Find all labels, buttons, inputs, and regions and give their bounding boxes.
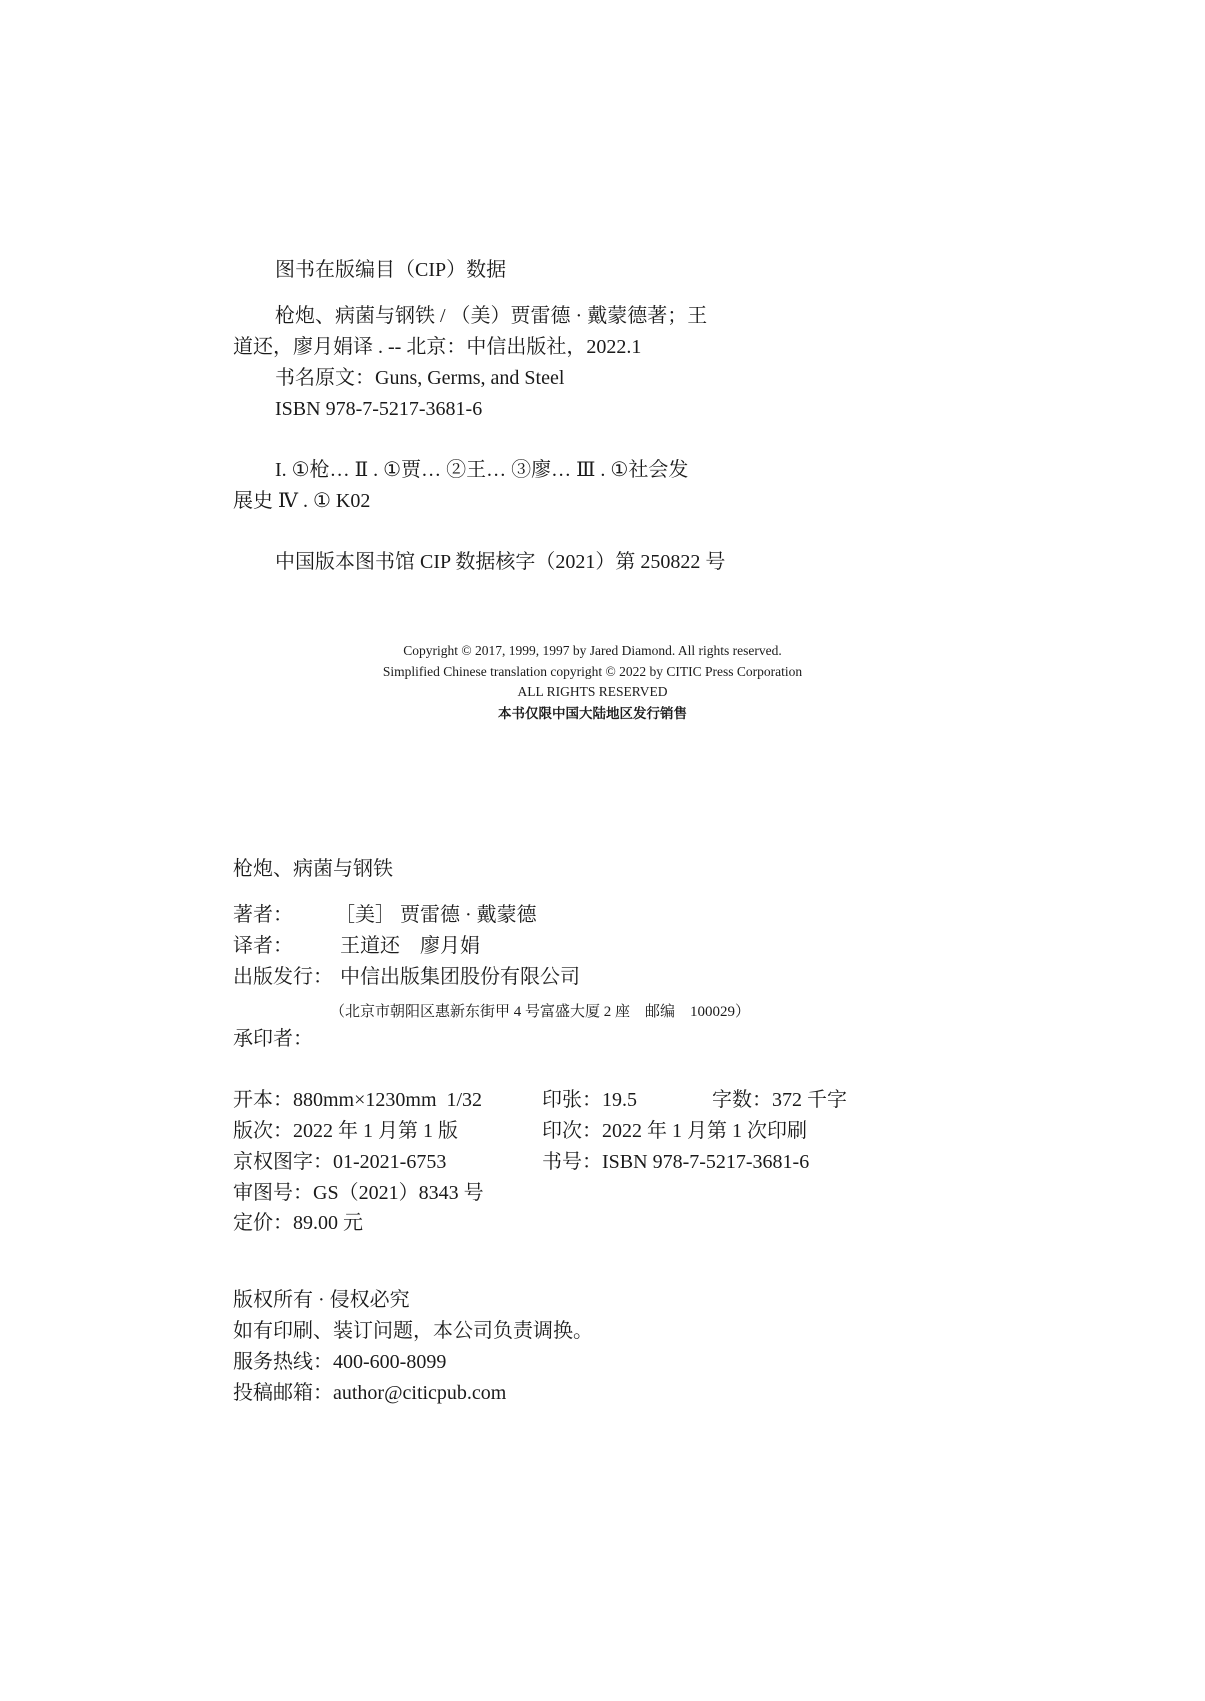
edition: 版次：2022 年 1 月第 1 版 — [233, 1120, 458, 1142]
translator-label: 译者： — [233, 935, 293, 957]
map-review-number: 审图号：GS（2021）8343 号 — [233, 1182, 484, 1204]
sheets: 印张：19.5 — [542, 1089, 637, 1111]
author-value: ［美］ 贾雷德 · 戴蒙德 — [335, 904, 537, 926]
cip-line: 枪炮、病菌与钢铁 / （美）贾雷德 · 戴蒙德著；王 — [275, 305, 708, 327]
publisher-address: （北京市朝阳区惠新东街甲 4 号富盛大厦 2 座 邮编 100029） — [330, 1004, 751, 1020]
book-number: 书号：ISBN 978-7-5217-3681-6 — [542, 1151, 810, 1173]
publisher-label: 出版发行： — [233, 966, 333, 988]
translator-value: 王道还 廖月娟 — [340, 935, 480, 957]
copyright-line: Simplified Chinese translation copyright © 2022 by CITIC Press Corporation — [382, 664, 803, 679]
format: 开本：880mm×1230mm 1/32 — [233, 1089, 483, 1111]
cip-line: 书名原文：Guns, Germs, and Steel — [275, 367, 565, 389]
book-title: 枪炮、病菌与钢铁 — [233, 858, 393, 880]
rights-notice: 版权所有 · 侵权必究 — [233, 1289, 410, 1311]
copyright-line: Copyright © 2017, 1999, 1997 by Jared Diamond. All rights reserved. — [403, 643, 782, 658]
cip-classification: 展史 Ⅳ . ① K02 — [233, 490, 371, 512]
license-number: 京权图字：01-2021-6753 — [233, 1151, 447, 1173]
printing: 印次：2022 年 1 月第 1 次印刷 — [542, 1120, 807, 1142]
author-label: 著者： — [233, 904, 293, 926]
word-count: 字数：372 千字 — [712, 1089, 847, 1111]
exchange-notice: 如有印刷、装订问题，本公司负责调换。 — [233, 1320, 593, 1342]
publisher-value: 中信出版集团股份有限公司 — [340, 966, 580, 988]
cip-isbn: ISBN 978-7-5217-3681-6 — [275, 398, 483, 420]
cip-line: 道还，廖月娟译 . -- 北京：中信出版社，2022.1 — [233, 336, 642, 358]
service-hotline: 服务热线：400-600-8099 — [233, 1351, 447, 1373]
submission-email: 投稿邮箱：author@citicpub.com — [233, 1382, 507, 1404]
cip-heading: 图书在版编目（CIP）数据 — [275, 259, 507, 281]
printer-label: 承印者： — [233, 1028, 313, 1050]
copyright-line: ALL RIGHTS RESERVED — [517, 684, 668, 699]
cip-approval: 中国版本图书馆 CIP 数据核字（2021）第 250822 号 — [275, 551, 726, 573]
cip-classification: I. ①枪… Ⅱ . ①贾… ②王… ③廖… Ⅲ . ①社会发 — [275, 459, 689, 481]
copyright-line: 本书仅限中国大陆地区发行销售 — [498, 706, 687, 721]
price: 定价：89.00 元 — [233, 1212, 363, 1234]
